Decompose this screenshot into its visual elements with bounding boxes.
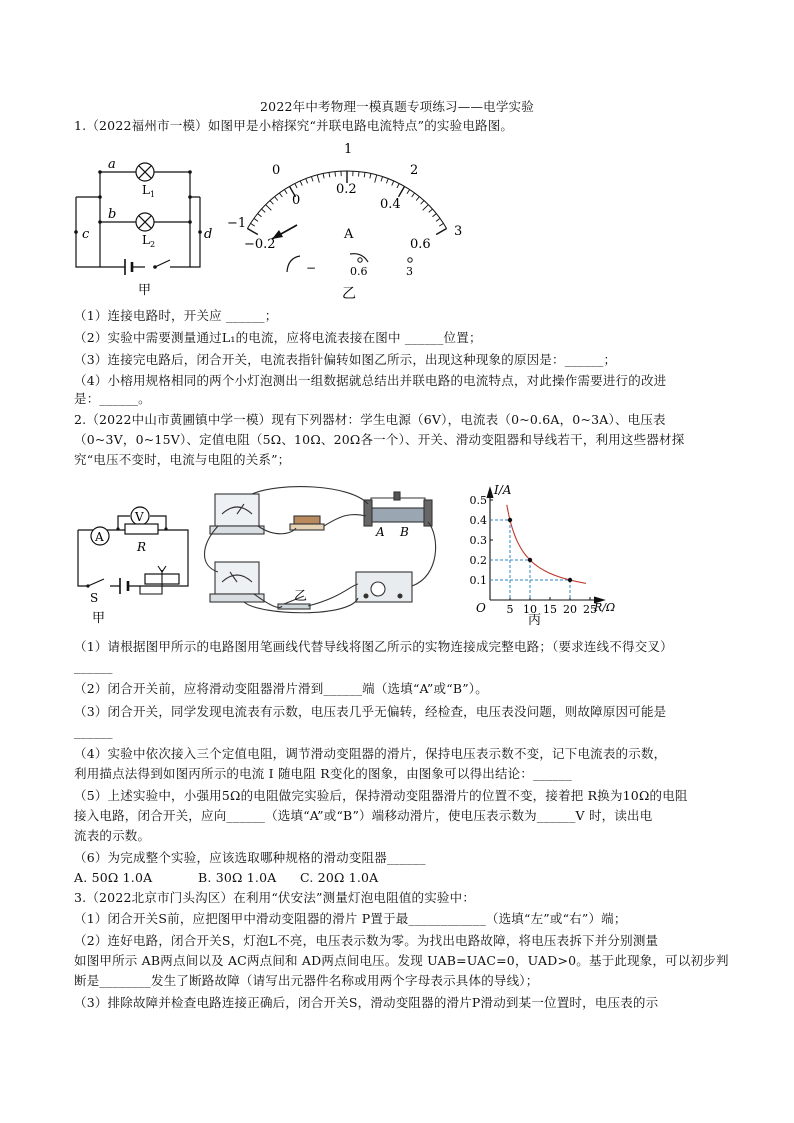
dial-tick [429,209,433,212]
dial-tick [275,197,278,201]
dial-tick [266,205,272,211]
dial-inner-left-end: −0.2 [244,237,276,252]
q1-part4-line2: 是：______。 [74,391,151,406]
q3-part2-line3: 断是________发生了断路故障（请写出元器件名称或用两个字母表示具体的导线）； [74,973,539,988]
dial-inner-0: 0 [292,193,301,208]
dial-tick [439,223,443,226]
dial-unit: A [344,227,354,242]
q2-stem-line2: （0~3V，0~15V）、定值电阻（5Ω、10Ω、20Ω各一个）、开关、滑动变阻器和导线若干，利用这些器材探 [74,432,685,447]
q3-part1: （1）闭合开关S前，应把图甲中滑动变阻器的滑片 P置于最____________（选填“左”或“右”）端； [74,911,627,926]
dial-tick [432,214,436,217]
y-tick-label: 0.2 [469,554,487,567]
point-b-label: b [108,207,117,222]
resistor-r-label: R [137,540,147,554]
q1-part2: （2）实验中需要测量通过L₁的电流，应将电流表接在图中 ______位置； [74,330,482,345]
q2-circuit-diagram [70,498,200,626]
switch-s-label: S [90,591,99,605]
dial-tick [364,172,365,177]
dial-tick [436,218,440,221]
q3-part2-line1: （2）连好电路，闭合开关S，灯泡L不亮，电压表示数为零。为找出电路故障，将电压表拆下并分别测量 [74,933,659,948]
dial-tick [381,177,383,182]
q1-part1: （1）连接电路时，开关应 ______； [74,308,278,323]
point-c-label: c [82,227,90,242]
dial-tick [295,184,297,188]
dial-tick [317,175,319,183]
dial-left-outer-end: −1 [227,216,247,231]
q2-option-c: C. 20Ω 1.0A [300,870,379,885]
q3-stem: 3.（2022北京市门头沟区）在利用“伏安法”测量灯泡电阻值的实验中： [74,890,476,905]
y-tick-label: 0.1 [469,574,487,587]
data-point [508,518,512,522]
q2-part4-line1: （4）实验中依次接入三个定值电阻，调节滑动变阻器的滑片，保持电压表示数不变，记下电流表的示数， [74,746,667,761]
x-tick-label: 10 [523,603,537,616]
x-tick-label: 15 [543,603,557,616]
x-tick-label: 20 [563,603,577,616]
q2-apparatus-drawing [200,486,450,631]
dial-outer-0: 0 [272,163,281,178]
dial-tick [436,229,446,235]
q1-part3: （3）连接完电路后，闭合开关，电流表指针偏转如图乙所示，出现这种现象的原因是：______； [74,352,617,367]
dial-tick [397,184,399,188]
q2-current-resistance-graph [468,478,628,633]
graph-x-axis-label: R/Ω [594,601,616,614]
dial-inner-06: 0.6 [410,237,431,252]
q1-ammeter-dial [222,136,472,306]
dial-outer-1: 1 [344,142,353,157]
dial-tick [300,181,302,186]
dial-tick [247,229,257,235]
q2-fig-yi-caption: 乙 [294,589,308,604]
dial-inner-04: 0.4 [380,197,401,212]
dial-tick [254,218,258,221]
q2-part1-line1: （1）请根据图甲所示的电路图用笔画线代替导线将图乙所示的实物连接成完整电路；（要求连线不得交叉） [74,639,673,654]
data-point [528,558,532,562]
doc-title: 2022年中考物理一模真题专项练习——电学实验 [260,99,534,114]
lamp-l2-label: L [142,233,150,247]
rheostat-b-label: B [400,525,409,539]
q2-part1-line2: ______ [74,659,113,674]
dial-tick [279,193,282,197]
dial-tick [251,223,255,226]
ammeter-symbol-label: A [95,530,104,544]
q2-stem-line3: 究“电压不变时，电流与电阻的关系”； [74,452,291,467]
q1-circuit-diagram [70,152,220,302]
lamp-l1-label: L [142,183,150,197]
q3-part3: （3）排除故障并检查电路连接正确后，闭合开关S，滑动变阻器的滑片P滑动到某一位置时，电压表的示 [74,995,659,1010]
lamp-l2-subscript: 2 [150,240,156,249]
dial-tick [258,214,262,217]
q2-fig-jia-caption: 甲 [92,611,106,626]
dial-outer-3: 3 [454,224,463,239]
dial-tick [329,172,330,177]
fig-jia-caption: 甲 [138,283,152,298]
voltmeter-symbol-label: V [135,510,144,524]
graph-origin-label: O [476,601,486,615]
dial-tick [386,179,388,184]
dial-tick [358,172,359,177]
terminal-3-label: 3 [406,265,413,278]
q2-part6: （6）为完成整个实验，应该选取哪种规格的滑动变阻器______ [74,850,426,865]
graph-axes [487,488,604,603]
dial-tick [421,201,424,205]
q2-part4-line2: 利用描点法得到如图丙所示的电流 I 随电阻 R变化的图象，由图象可以得出结论：______ [74,766,572,781]
q2-part5-line2: 接入电路，闭合开关，应向______（选填“A”或“B”）端移动滑片，使电压表示数为______V 时，读出电 [74,808,653,823]
dial-scale [247,171,446,235]
dial-tick [284,190,287,194]
dial-tick [407,190,410,194]
dial-inner-02: 0.2 [336,182,357,197]
y-tick-label: 0.5 [469,494,487,507]
dial-tick [423,205,429,211]
dial-tick [399,186,405,196]
data-point [568,578,572,582]
q2-part3-line1: （3）闭合开关，同学发现电流表有示数，电压表几乎无偏转，经检查，电压表没问题，则故障原因可能是 [74,704,667,719]
rheostat-a-label: A [376,525,385,539]
point-d-label: d [204,227,213,242]
q2-fig-bing-caption: 丙 [528,613,542,628]
q1-stem: 1.（2022福州市一模）如图甲是小榕探究“并联电路电流特点”的实验电路图。 [74,118,514,133]
dial-tick [375,175,377,183]
q2-option-b: B. 30Ω 1.0A [198,870,277,885]
y-tick-label: 0.4 [469,514,487,527]
q3-part2-line2: 如图甲所示 AB两点间以及 AC两点间和 AD两点间电压。发现 UAB=UAC=0，UAD>0。基于此现象，可以初步判 [74,953,729,968]
fig-yi-caption: 乙 [342,286,356,302]
terminal-06-label: 0.6 [350,265,368,278]
terminal-minus-label: − [306,261,317,275]
dial-tick [323,174,324,179]
q2-part5-line3: 流表的示数。 [74,828,151,843]
point-a-label: a [108,157,116,172]
q1-part4-line1: （4）小榕用规格相同的两个小灯泡测出一组数据就总结出并联电路的电流特点，对此操作需要进行的改进 [74,373,667,388]
x-tick-label: 5 [506,603,514,616]
dial-tick [392,181,394,186]
dial-tick [370,174,371,179]
dial-tick [412,193,415,197]
q2-part5-line1: （5）上述实验中，小强用5Ω的电阻做完实验后，保持滑动变阻器滑片的位置不变，接着把 R换为10Ω的电阻 [74,788,688,803]
y-tick-label: 0.3 [469,534,487,547]
dial-tick [335,172,336,177]
q2-part2: （2）闭合开关前，应将滑动变阻器滑片滑到______端（选填“A”或“B”）。 [74,681,488,696]
q2-stem-line1: 2.（2022中山市黄圃镇中学一模）现有下列器材：学生电源（6V），电流表（0~0.6A，0~3A）、电压表 [74,412,666,427]
q2-option-a: A. 50Ω 1.0A [74,870,153,885]
dial-tick [416,197,419,201]
dial-tick [306,179,308,184]
dial-tick [270,201,273,205]
data-curve [507,505,586,584]
dial-outer-2: 2 [410,163,419,178]
graph-y-axis-label: I/A [494,483,512,497]
x-tick-label: 25 [583,603,597,616]
lamp-l1-subscript: 1 [150,190,156,199]
dial-tick [262,209,266,212]
dial-tick [311,177,313,182]
q2-part3-line2: ______ [74,724,113,739]
